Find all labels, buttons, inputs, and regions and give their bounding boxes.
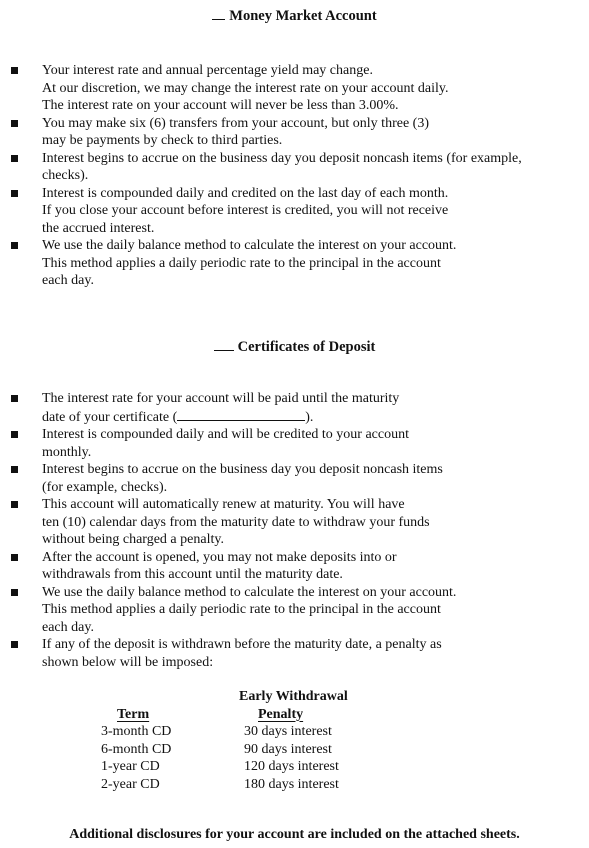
bullet-icon — [11, 190, 18, 197]
bullet-line: We use the daily balance method to calculate the interest on your account. — [42, 584, 457, 600]
bullet-line: checks). — [42, 168, 89, 183]
bullet-line: After the account is opened, you may not make deposits into or — [42, 549, 397, 565]
bullet-line: The interest rate on your account will never be less than 3.00%. — [42, 98, 399, 113]
certificates-list — [0, 390, 456, 671]
bullet-line: each day. — [42, 273, 94, 288]
bullet-line: Your interest rate and annual percentage yield may change. — [42, 63, 373, 78]
checkbox-blank[interactable] — [212, 9, 225, 20]
checkbox-blank[interactable] — [214, 340, 234, 351]
list-item — [0, 496, 456, 549]
term-header: Term — [117, 706, 150, 722]
certificates-title-text: Certificates of Deposit — [237, 339, 376, 355]
maturity-prefix: date of your certificate ( — [42, 409, 178, 425]
term-cell: 1-year CD — [101, 759, 160, 774]
term-column — [101, 706, 171, 794]
penalty-column — [238, 688, 348, 793]
term-cell: 3-month CD — [101, 724, 172, 739]
term-cell: 6-month CD — [101, 741, 172, 757]
bullet-line: You may make six (6) transfers from your account, but only three (3) — [42, 115, 429, 131]
list-item — [0, 426, 456, 461]
bullet-line: This method applies a daily periodic rate to the principal in the account — [42, 602, 441, 617]
bullet-line: Interest is compounded daily and credited on the last day of each month. — [42, 185, 449, 201]
maturity-date-blank[interactable] — [177, 408, 305, 421]
bullet-line: If any of the deposit is withdrawn before the maturity date, a penalty as — [42, 637, 442, 652]
bullet-icon — [11, 120, 18, 127]
money-market-title — [0, 8, 589, 26]
money-market-list — [0, 62, 522, 290]
list-item — [0, 237, 522, 290]
bullet-line: without being charged a penalty. — [42, 532, 224, 547]
certificates-title — [0, 339, 589, 357]
penalty-header-line2: Penalty — [258, 706, 304, 722]
term-cell: 2-year CD — [101, 776, 160, 792]
bullet-line: Interest is compounded daily and will be credited to your account — [42, 427, 410, 442]
penalty-cell: 180 days interest — [244, 776, 339, 792]
bullet-line: If you close your account before interest is credited, you will not receive — [42, 203, 449, 218]
bullet-line: withdrawals from this account until the maturity date. — [42, 567, 343, 582]
bullet-icon — [11, 501, 18, 508]
penalty-cell: 120 days interest — [244, 759, 339, 774]
bullet-icon — [11, 589, 18, 596]
penalty-cell: 30 days interest — [244, 724, 332, 739]
penalty-header-line1: Early Withdrawal — [239, 689, 348, 704]
list-item — [0, 62, 522, 115]
bullet-icon — [11, 554, 18, 561]
bullet-line: At our discretion, we may change the interest rate on your account daily. — [42, 80, 449, 96]
bullet-icon — [11, 395, 18, 402]
bullet-icon — [11, 466, 18, 473]
maturity-suffix: ). — [305, 409, 314, 425]
money-market-title-text: Money Market Account — [229, 8, 377, 24]
bullet-line: Interest begins to accrue on the business day you deposit noncash items (for example, — [42, 150, 522, 166]
bullet-line: shown below will be imposed: — [42, 654, 214, 670]
bullet-line: This account will automatically renew at maturity. You will have — [42, 497, 405, 512]
bullet-icon — [11, 431, 18, 438]
bullet-line — [42, 408, 456, 427]
bullet-line: The interest rate for your account will be paid until the maturity — [42, 391, 400, 406]
list-item — [0, 390, 456, 426]
bullet-line: (for example, checks). — [42, 479, 168, 495]
bullet-line: ten (10) calendar days from the maturity date to withdraw your funds — [42, 514, 430, 530]
bullet-icon — [11, 242, 18, 249]
bullet-line: may be payments by check to third parties. — [42, 133, 283, 148]
bullet-line: the accrued interest. — [42, 220, 155, 236]
bullet-line: each day. — [42, 619, 94, 635]
list-item — [0, 185, 522, 238]
penalty-cell: 90 days interest — [244, 741, 332, 757]
footer-note: Additional disclosures for your account are included on the attached sheets. — [69, 827, 520, 842]
list-item — [0, 150, 522, 185]
bullet-icon — [11, 67, 18, 74]
list-item — [0, 115, 522, 150]
bullet-line: Interest begins to accrue on the business day you deposit noncash items — [42, 462, 443, 477]
list-item — [0, 549, 456, 584]
bullet-icon — [11, 155, 18, 162]
bullet-line: monthly. — [42, 444, 92, 460]
bullet-line: We use the daily balance method to calculate the interest on your account. — [42, 238, 457, 253]
bullet-line: This method applies a daily periodic rate to the principal in the account — [42, 255, 441, 271]
bullet-icon — [11, 641, 18, 648]
list-item — [0, 636, 456, 671]
list-item — [0, 461, 456, 496]
list-item — [0, 584, 456, 637]
